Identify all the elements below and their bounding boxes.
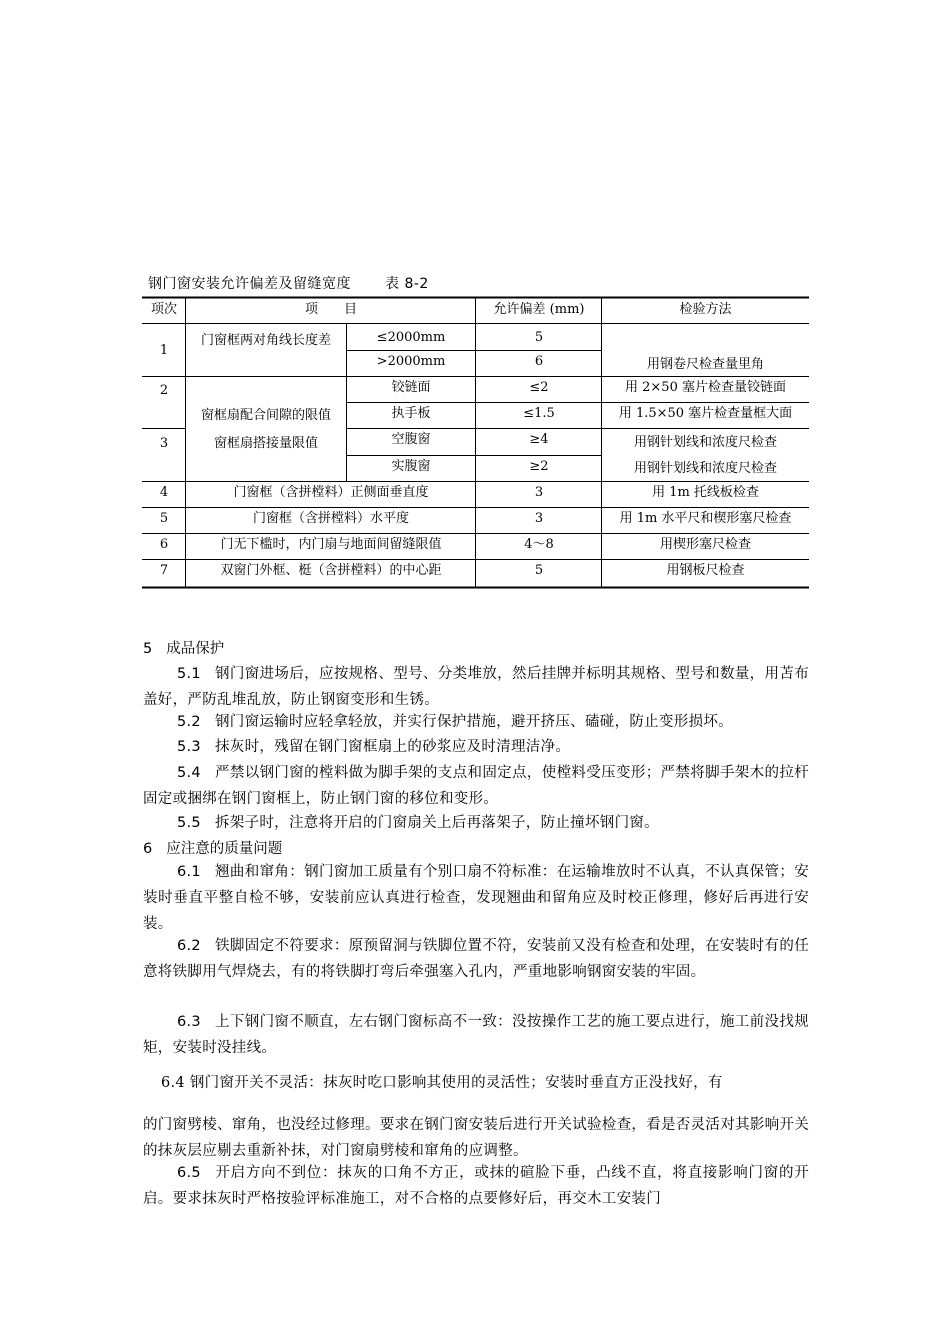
paragraph-6-5	[143, 1160, 809, 1212]
row1a-sub: ≤2000mm	[376, 330, 446, 345]
row3b-sub: 实腹窗	[391, 459, 431, 474]
row4-tolerance: 3	[534, 485, 544, 500]
row5-item: 门窗框（含拼樘料）水平度	[252, 511, 409, 526]
row7-method: 用钢板尺检查	[666, 563, 745, 578]
row2a-method: 用 2×50 塞片检查量铰链面	[625, 380, 786, 395]
row5-method: 用 1m 水平尺和楔形塞尺检查	[619, 511, 792, 526]
paragraph-5-5-number: 5.5	[177, 815, 201, 831]
header-item: 项 目	[304, 302, 357, 317]
row7-no: 7	[159, 563, 169, 578]
row3b-tolerance: ≥2	[529, 459, 549, 474]
paragraph-6-5-number: 6.5	[177, 1165, 201, 1181]
paragraph-5-4-number: 5.4	[177, 765, 201, 781]
row6-method: 用楔形塞尺检查	[659, 537, 751, 552]
row3b-method: 用钢针划线和浓度尺检查	[633, 461, 777, 476]
row2-no: 2	[159, 383, 169, 398]
section-5-title: 成品保护	[166, 641, 225, 657]
paragraph-5-4-text: 严禁以钢门窗的樘料做为脚手架的支点和固定点，使樘料受压变形；严禁将脚手架木的拉杆固定或捆绑在钢门窗框上，防止钢门窗的移位和变形。	[143, 765, 809, 807]
paragraph-6-1-text: 翘曲和窜角：钢门窗加工质量有个别口扇不符标准：在运输堆放时不认真，不认真保管；安装时垂直平整自检不够，安装前应认真进行检查，发现翘曲和留角应及时校正修理，修好后再进行安装。	[143, 864, 809, 932]
row2b-sub: 执手板	[391, 406, 431, 421]
paragraph-5-3-number: 5.3	[177, 739, 201, 755]
paragraph-6-3	[143, 1009, 809, 1061]
paragraph-5-3	[143, 734, 809, 760]
paragraph-5-1	[143, 661, 809, 713]
paragraph-6-4-first-line: 6.4 钢门窗开关不灵活：抹灰时吃口影响其使用的灵活性；安装时垂直方正没找好，有	[161, 1075, 723, 1091]
section-6-title: 应注意的质量问题	[166, 841, 283, 857]
row2b-method: 用 1.5×50 塞片检查量框大面	[618, 406, 793, 421]
section-6-heading	[143, 837, 282, 858]
row4-no: 4	[159, 485, 169, 500]
row4-item: 门窗框（含拼樘料）正侧面垂直度	[233, 485, 429, 500]
paragraph-6-2-number: 6.2	[177, 938, 201, 954]
row1b-tolerance: 6	[534, 354, 544, 369]
paragraph-5-2-number: 5.2	[177, 714, 201, 730]
row6-item: 门无下槛时，内门扇与地面间留缝限值	[220, 537, 442, 552]
row2b-tolerance: ≤1.5	[523, 406, 555, 421]
paragraph-5-3-text: 抹灰时，残留在钢门窗框扇上的砂浆应及时清理洁净。	[214, 739, 571, 755]
row2a-tolerance: ≤2	[529, 380, 549, 395]
paragraph-6-4-rest: 的门窗劈棱、窜角，也没经过修理。要求在钢门窗安装后进行开关试验检查，看是否灵活对其影响开关的抹灰层应剔去重新补抹，对门窗扇劈棱和窜角的应调整。	[143, 1117, 809, 1159]
row4-method: 用 1m 托线板检查	[652, 485, 759, 500]
row6-tolerance: 4～8	[524, 537, 554, 552]
paragraph-5-1-text: 钢门窗进场后，应按规格、型号、分类堆放，然后挂牌并标明其规格、型号和数量，用苫布盖好，严防乱堆乱放，防止钢窗变形和生锈。	[143, 666, 809, 708]
row7-item: 双窗门外框、梃（含拼樘料）的中心距	[220, 563, 442, 578]
row1b-sub: >2000mm	[376, 354, 446, 369]
paragraph-6-5-text: 开启方向不到位：抹灰的口角不方正，或抹的碹脸下垂，凸线不直，将直接影响门窗的开启。要求抹灰时严格按验评标准施工，对不合格的点要修好后，再交木工安装门	[143, 1165, 809, 1207]
header-no: 项次	[150, 302, 177, 317]
paragraph-5-2	[143, 709, 809, 735]
section-5-heading	[143, 637, 224, 658]
row1a-tolerance: 5	[534, 330, 544, 345]
row6-no: 6	[159, 537, 169, 552]
paragraph-6-3-text: 上下钢门窗不顺直，左右钢门窗标高不一致：没按操作工艺的施工要点进行，施工前没找规矩，安装时没挂线。	[143, 1014, 809, 1056]
paragraph-5-1-number: 5.1	[177, 666, 201, 682]
paragraph-6-2-text: 铁脚固定不符要求：原预留洞与铁脚位置不符，安装前又没有检查和处理，在安装时有的任意将铁脚用气焊烧去，有的将铁脚打弯后牵强塞入孔内，严重地影响钢窗安装的牢固。	[143, 938, 809, 980]
paragraph-6-1	[143, 859, 809, 937]
row23-item: 窗框扇配合间隙的限值	[200, 408, 331, 423]
row3a-tolerance: ≥4	[529, 432, 549, 447]
row2a-sub: 铰链面	[391, 380, 431, 395]
paragraph-5-5	[143, 810, 809, 836]
section-6-number: 6	[143, 841, 153, 857]
paragraph-6-2	[143, 933, 809, 985]
row1-item: 门窗框两对角线长度差	[200, 333, 331, 348]
row3a-sub: 空腹窗	[391, 432, 431, 447]
row5-tolerance: 3	[534, 511, 544, 526]
header-tolerance: 允许偏差 (mm)	[493, 302, 585, 317]
table-number: 表 8-2	[385, 276, 429, 292]
row3-no: 3	[159, 436, 169, 451]
paragraph-5-2-text: 钢门窗运输时应轻拿轻放，并实行保护措施，避开挤压、磕碰，防止变形损坏。	[214, 714, 733, 730]
header-method: 检验方法	[679, 302, 732, 317]
row1-method: 用钢卷尺检查量里角	[646, 357, 764, 372]
row3a-method: 用钢针划线和浓度尺检查	[633, 435, 777, 450]
table-grid	[0, 0, 950, 600]
row3-item: 窗框扇搭接量限值	[213, 436, 318, 451]
paragraph-6-3-number: 6.3	[177, 1014, 201, 1030]
row7-tolerance: 5	[534, 563, 544, 578]
row1-no: 1	[159, 343, 169, 358]
paragraph-5-5-text: 拆架子时，注意将开启的门窗扇关上后再落架子，防止撞坏钢门窗。	[214, 815, 659, 831]
paragraph-6-1-number: 6.1	[177, 864, 201, 880]
paragraph-5-4	[143, 760, 809, 812]
section-5-number: 5	[143, 641, 153, 657]
row5-no: 5	[159, 511, 169, 526]
table-title: 钢门窗安装允许偏差及留缝宽度	[148, 276, 351, 292]
